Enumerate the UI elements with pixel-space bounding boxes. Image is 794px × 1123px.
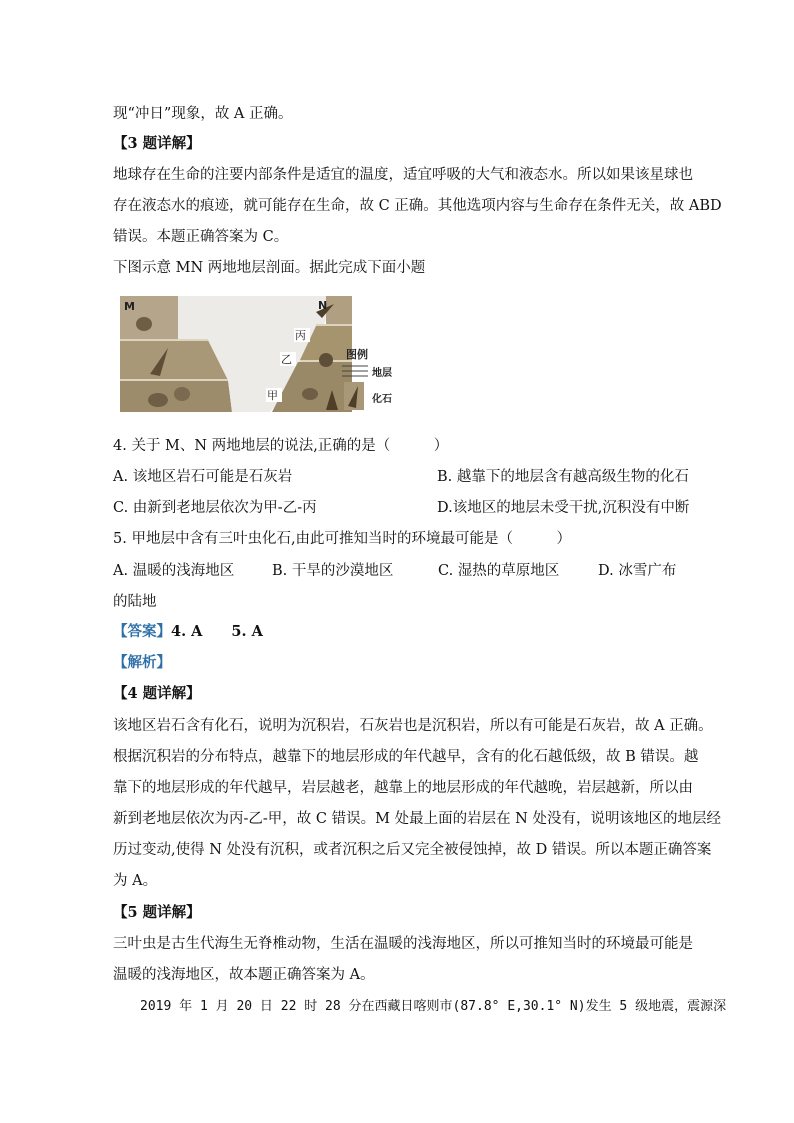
q4-option-d: D.该地区的地层未受干扰,沉积没有中断 — [437, 500, 690, 516]
q4-option-c: C. 由新到老地层依次为甲-乙-丙 — [113, 500, 317, 516]
n-bing-layer — [326, 296, 352, 324]
paragraph-line: 新到老地层依次为丙-乙-甲，故 C 错误。M 处最上面的岩层在 N 处没有，说明该地区的地层经 — [113, 811, 721, 827]
answer-value: 4. A 5. A — [171, 623, 263, 640]
paragraph-line: 根据沉积岩的分布特点，越靠下的地层形成的年代越早，含有的化石越低级，故 B 错误。越 — [113, 749, 699, 765]
answer-line — [113, 622, 263, 642]
q4-option-a: A. 该地区岩石可能是石灰岩 — [113, 469, 293, 485]
paragraph-line: 为 A。 — [113, 873, 158, 889]
q5-option-a: A. 温暖的浅海地区 — [113, 563, 235, 579]
fossil-shell — [136, 317, 152, 331]
label-yi: 乙 — [281, 353, 292, 366]
analysis-label: 【解析】 — [113, 654, 171, 671]
paragraph-line: 历过变动,使得 N 处没有沉积，或者沉积之后又完全被侵蚀掉，故 D 错误。所以本题正确答案 — [113, 842, 712, 858]
legend-title: 图例 — [346, 348, 368, 361]
strata-diagram — [120, 296, 416, 414]
paragraph-line: 该地区岩石含有化石，说明为沉积岩，石灰岩也是沉积岩，所以有可能是石灰岩，故 A 正确。 — [113, 718, 713, 734]
q5-option-d-continued: 的陆地 — [113, 594, 157, 610]
paragraph-line: 存在液态水的痕迹，就可能存在生命，故 C 正确。其他选项内容与生命存在条件无关，故 ABD — [113, 198, 722, 214]
q4-option-b: B. 越靠下的地层含有越高级生物的化石 — [437, 469, 689, 485]
answer-label: 【答案】 — [113, 623, 171, 640]
label-m: M — [124, 300, 135, 313]
paragraph-line: 地球存在生命的注要内部条件是适宜的温度，适宜呼吸的大气和液态水。所以如果该星球也 — [113, 167, 693, 183]
legend-fossil-label: 化石 — [372, 394, 392, 405]
section-heading-4: 【4 题详解】 — [113, 685, 201, 702]
q5-option-b: B. 干旱的沙漠地区 — [272, 563, 394, 579]
earthquake-intro-line: 2019 年 1 月 20 日 22 时 28 分在西藏日喀则市(87.8° E,30.1° N)发生 5 级地震，震源深 — [140, 999, 727, 1014]
figure-intro: 下图示意 MN 两地地层剖面。据此完成下面小题 — [113, 260, 426, 276]
q5-option-d: D. 冰雪广布 — [598, 563, 677, 579]
legend-layer-label: 地层 — [372, 368, 392, 379]
question-5-stem: 5. 甲地层中含有三叶虫化石,由此可推知当时的环境最可能是（ ） — [113, 531, 572, 547]
paragraph-line: 三叶虫是古生代海生无脊椎动物，生活在温暖的浅海地区，所以可推知当时的环境最可能是 — [113, 936, 693, 952]
fossil-trilobite — [148, 393, 168, 407]
fossil-shell — [319, 353, 333, 367]
paragraph-line: 靠下的地层形成的年代越早，岩层越老，越靠上的地层形成的年代越晚，岩层越新，所以由 — [113, 780, 693, 796]
section-heading-5: 【5 题详解】 — [113, 904, 201, 921]
label-jia: 甲 — [267, 389, 278, 402]
paragraph-line: 温暖的浅海地区，故本题正确答案为 A。 — [113, 967, 375, 983]
fossil-trilobite — [302, 388, 318, 400]
fossil-trilobite — [174, 387, 190, 401]
q5-option-c: C. 湿热的草原地区 — [438, 563, 560, 579]
question-4-stem: 4. 关于 M、N 两地地层的说法,正确的是（ ） — [113, 438, 449, 454]
paragraph-line: 错误。本题正确答案为 C。 — [113, 229, 289, 245]
section-heading-3: 【3 题详解】 — [113, 135, 201, 152]
strata-cross-section-figure — [120, 296, 416, 414]
label-bing: 丙 — [295, 329, 306, 342]
text-line: 现“冲日”现象，故 A 正确。 — [113, 106, 293, 122]
label-n: N — [318, 299, 328, 312]
